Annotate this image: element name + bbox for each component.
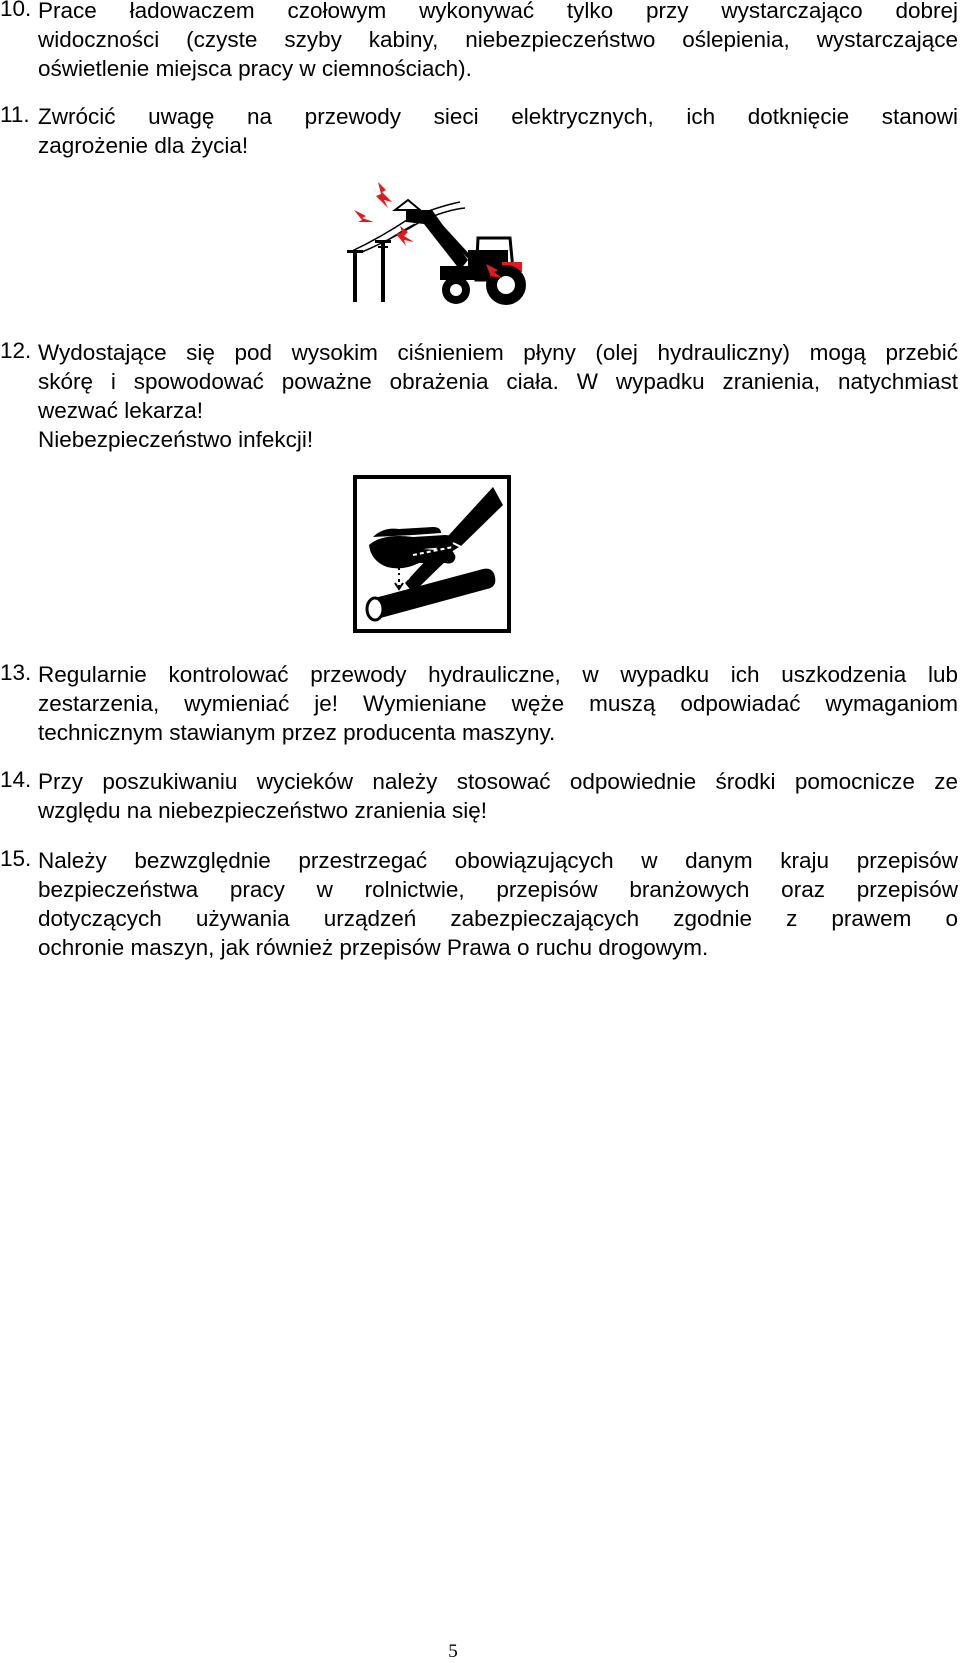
item-text: Regularnie kontrolować przewody hydrauliczne, w wypadku ich uszkodzenia lub zestarzenia, wymieniać je! Wymieniane węże muszą odpowiadać wymaganiom technicznym stawianym przez producenta maszyny. (38, 662, 958, 745)
item-15 (0, 846, 958, 962)
item-11 (0, 102, 958, 160)
hydraulic-fluid-injection-icon (353, 475, 511, 633)
page-number: 5 (448, 1641, 458, 1662)
item-number: 12. (0, 338, 32, 363)
item-number: 14. (0, 767, 32, 792)
item-text: Wydostające się pod wysokim ciśnieniem płyny (olej hydrauliczny) mogą przebić skórę i spowodować poważne obrażenia ciała. W wypadku zranienia, natychmiast wezwać lekarza! Niebezpieczeństwo infekcji! (38, 340, 958, 452)
item-13 (0, 660, 958, 747)
item-number: 13. (0, 660, 32, 685)
item-number: 10. (0, 0, 32, 21)
item-text: Prace ładowaczem czołowym wykonywać tylko przy wystarczająco dobrej widoczności (czyste szyby kabiny, niebezpieczeństwo oślepienia, wystarczające oświetlenie miejsca pracy w ciemnościach). (38, 0, 958, 81)
item-text: Przy poszukiwaniu wycieków należy stosować odpowiednie środki pomocnicze ze względu na niebezpieczeństwo zranienia się! (38, 769, 958, 823)
item-10 (0, 0, 958, 83)
power-line-hazard-icon (340, 180, 570, 335)
item-number: 11. (0, 102, 30, 127)
item-12 (0, 338, 958, 454)
item-text: Należy bezwzględnie przestrzegać obowiązujących w danym kraju przepisów bezpieczeństwa pracy w rolnictwie, przepisów branżowych oraz przepisów dotyczących używania urządzeń zabezpieczających zgodnie z prawem o ochronie maszyn, jak również przepisów Prawa o ruchu drogowym. (38, 848, 958, 960)
item-number: 15. (0, 846, 32, 871)
item-text: Zwrócić uwagę na przewody sieci elektrycznych, ich dotknięcie stanowi zagrożenie dla życia! (38, 104, 958, 158)
item-14 (0, 767, 958, 825)
